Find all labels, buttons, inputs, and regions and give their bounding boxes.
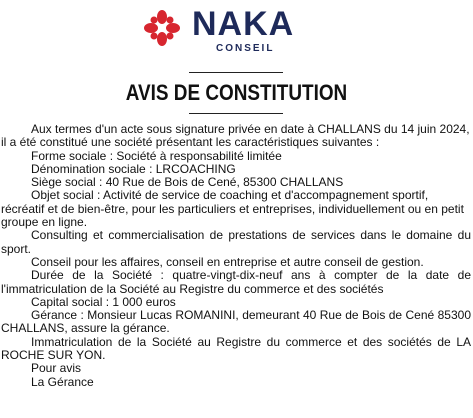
logo-wordmark: NAKA: [192, 5, 295, 43]
company-logo: [142, 4, 342, 60]
flower-logo-icon: [142, 8, 182, 48]
logo-subtitle: CONSEIL: [216, 43, 275, 54]
company-duration: Durée de la Société : quatre-vingt-dix-neuf ans à compter de la date de l'immatriculation de la Société au Registre du commerce et des sociétés: [1, 268, 471, 296]
title-rule-bottom: [189, 113, 283, 114]
purpose-consulting: Consulting et commercialisation de prestations de services dans le domaine du sport.: [1, 228, 471, 256]
closing-signature: La Gérance: [31, 374, 94, 389]
notice-title: AVIS DE CONSTITUTION: [125, 80, 348, 105]
purpose-advice: Conseil pour les affaires, conseil en entreprise et autre conseil de gestion.: [31, 254, 424, 269]
company-name: Dénomination sociale : LRCOACHING: [31, 161, 236, 176]
notice-body: [1, 123, 471, 389]
intro-paragraph: Aux termes d'un acte sous signature privée en date à CHALLANS du 14 juin 2024, il a été constitué une société présentant les caractéristiques suivantes :: [1, 122, 470, 150]
closing-pour-avis: Pour avis: [31, 361, 82, 376]
management: Gérance : Monsieur Lucas ROMANINI, demeurant 40 Rue de Bois de Cené 85300 CHALLANS, assure la gérance.: [1, 308, 471, 336]
share-capital: Capital social : 1 000 euros: [31, 294, 176, 309]
registered-office: Siège social : 40 Rue de Bois de Cené, 85300 CHALLANS: [31, 175, 344, 190]
legal-form: Forme sociale : Société à responsabilité limitée: [31, 148, 282, 163]
corporate-purpose: Objet social : Activité de service de coaching et d'accompagnement sportif, récréatif et de bien-être, pour les particuliers et entreprises, individuellement ou en petit groupe en ligne.: [1, 188, 464, 230]
title-rule-top: [189, 72, 283, 73]
registration: Immatriculation de la Société au Registre du commerce et des sociétés de LA ROCHE SUR YON.: [1, 334, 471, 363]
